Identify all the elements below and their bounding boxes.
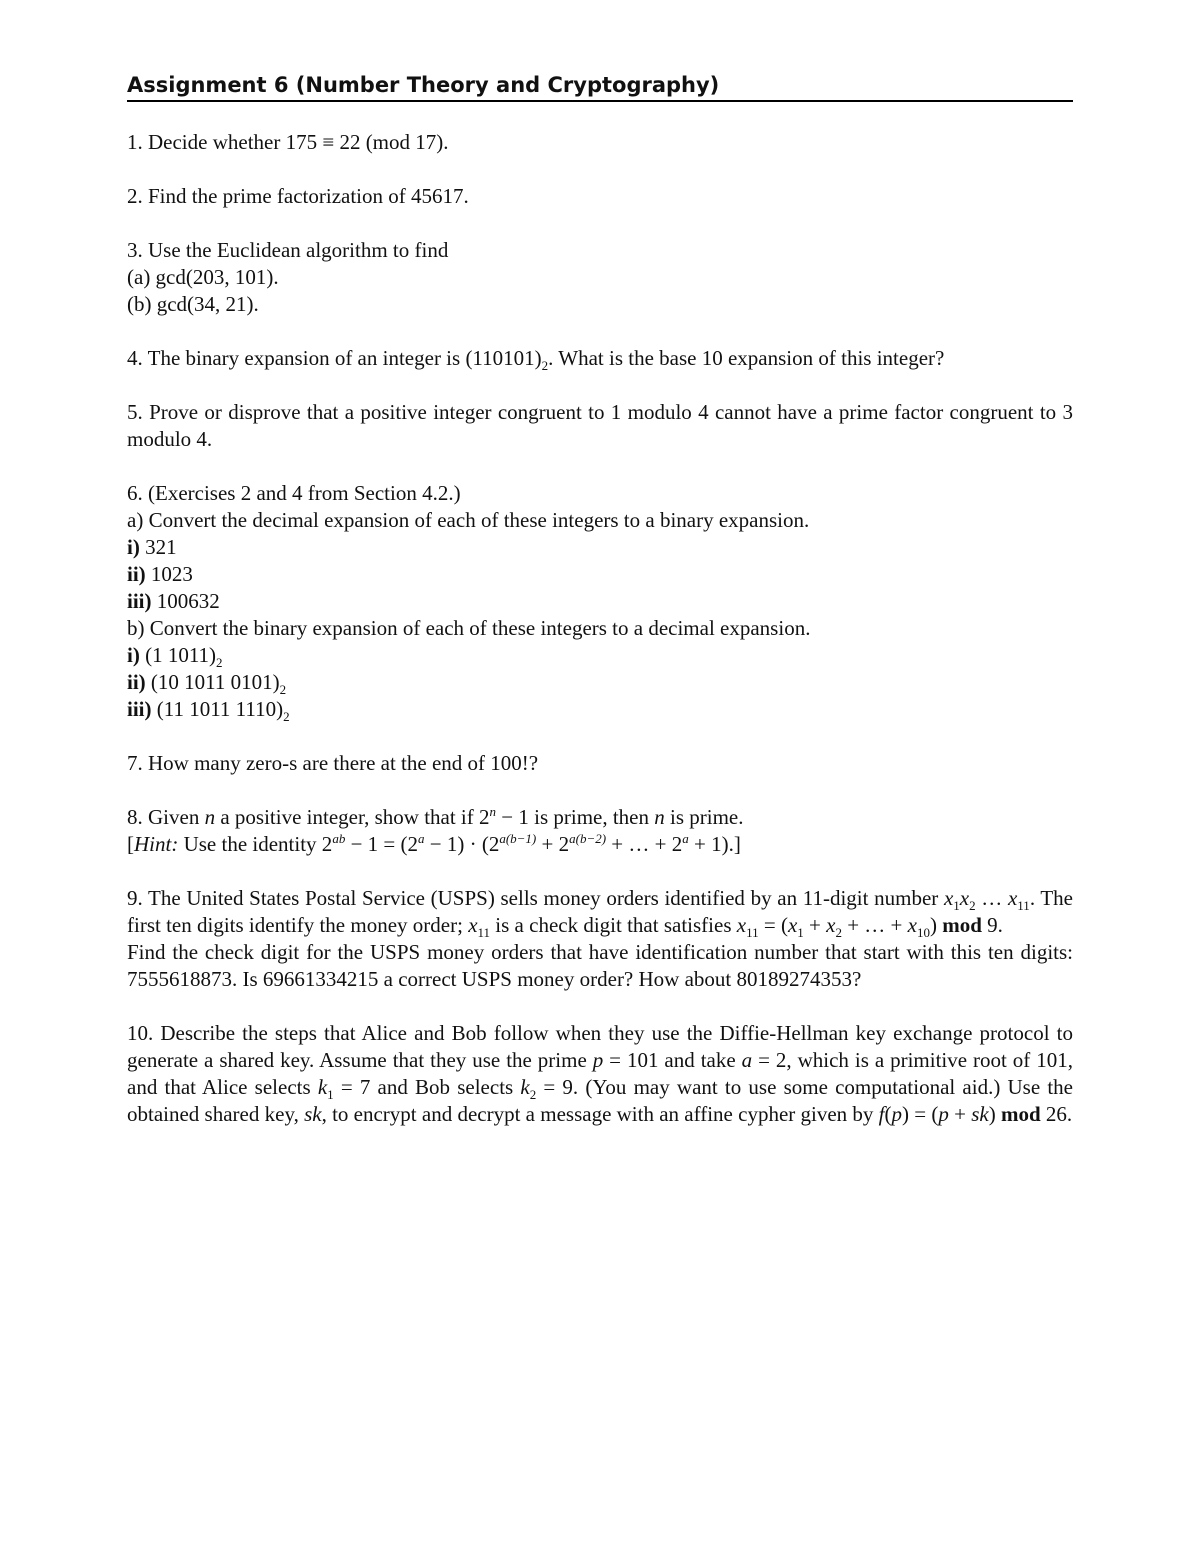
text: = 101 and take bbox=[603, 1048, 742, 1072]
subscript: 11 bbox=[1017, 898, 1030, 914]
question-6-part-a: a) Convert the decimal expansion of each of these integers to a binary expansion. bbox=[127, 508, 810, 532]
question-7: 7. How many zero-s are there at the end of 100!? bbox=[127, 751, 539, 775]
text: 9. The United States Postal Service (USPS) sells money orders identified by an 11-digit number bbox=[127, 886, 944, 910]
variable-p: p bbox=[891, 1102, 903, 1126]
question-6-b-item bbox=[127, 669, 1073, 696]
text: ) bbox=[929, 913, 943, 937]
question-6-b-item bbox=[127, 696, 1073, 723]
page-title: Assignment 6 (Number Theory and Cryptography) bbox=[127, 70, 1073, 102]
variable-a: a bbox=[741, 1048, 753, 1072]
question-6-a-item bbox=[127, 534, 1073, 561]
text: + 2 bbox=[536, 832, 570, 856]
text: … bbox=[975, 886, 1008, 910]
item-value: (10 1011 0101) bbox=[150, 670, 280, 694]
subscript: 2 bbox=[969, 898, 976, 914]
text: is a check digit that satisfies bbox=[490, 913, 737, 937]
variable-x: x bbox=[826, 913, 836, 937]
text: , to encrypt and decrypt a message with an affine cypher given by bbox=[321, 1102, 879, 1126]
mod-operator: mod bbox=[1000, 1102, 1041, 1126]
item-value: 100632 bbox=[156, 589, 220, 613]
superscript: ab bbox=[332, 831, 346, 846]
subscript: 2 bbox=[279, 682, 287, 698]
item-label: iii) bbox=[127, 589, 152, 613]
subscript: 2 bbox=[835, 925, 842, 941]
question-4-text-end: . What is the base 10 expansion of this integer? bbox=[548, 346, 945, 370]
question-6-a-item bbox=[127, 561, 1073, 588]
text: a positive integer, show that if 2 bbox=[215, 805, 490, 829]
variable-x: x bbox=[907, 913, 917, 937]
text: = 7 and Bob selects bbox=[333, 1075, 521, 1099]
variable-f: f bbox=[878, 1102, 885, 1126]
subscript: 1 bbox=[797, 925, 804, 941]
superscript: a(b−1) bbox=[499, 831, 537, 846]
text: − 1 is prime, then bbox=[496, 805, 655, 829]
question-4 bbox=[127, 345, 1073, 372]
text: ) bbox=[988, 1102, 1001, 1126]
text: = ( bbox=[758, 913, 788, 937]
subscript: 2 bbox=[529, 1087, 537, 1103]
question-8 bbox=[127, 804, 1073, 858]
question-4-text: 4. The binary expansion of an integer is (110101) bbox=[127, 346, 542, 370]
text: Use the identity 2 bbox=[178, 832, 333, 856]
item-value: 1023 bbox=[150, 562, 193, 586]
superscript-n: n bbox=[489, 804, 497, 819]
document-page bbox=[127, 70, 1073, 1155]
text: + … + 2 bbox=[606, 832, 683, 856]
subscript: 1 bbox=[953, 898, 960, 914]
superscript: a(b−2) bbox=[569, 831, 607, 846]
text: ) = ( bbox=[902, 1102, 939, 1126]
item-label: i) bbox=[127, 535, 140, 559]
text: + bbox=[948, 1102, 972, 1126]
variable-k: k bbox=[520, 1075, 530, 1099]
text: 26. bbox=[1040, 1102, 1073, 1126]
question-8-hint bbox=[127, 831, 1073, 858]
question-3-intro: 3. Use the Euclidean algorithm to find bbox=[127, 238, 449, 262]
question-6-intro: 6. (Exercises 2 and 4 from Section 4.2.) bbox=[127, 481, 461, 505]
question-6-a-item bbox=[127, 588, 1073, 615]
item-label: ii) bbox=[127, 562, 146, 586]
question-9-statement bbox=[127, 885, 1073, 939]
text: 8. Given bbox=[127, 805, 205, 829]
variable-p: p bbox=[592, 1048, 604, 1072]
hint-label: Hint: bbox=[134, 832, 179, 856]
text: = 2, which is a primitive root of 101, and that Alice selects bbox=[127, 1048, 1073, 1099]
question-3-part-b: (b) gcd(34, 21). bbox=[127, 292, 259, 316]
variable-x: x bbox=[959, 886, 970, 910]
text: + … + bbox=[841, 913, 908, 937]
text: . The first ten digits identify the money order; bbox=[127, 886, 1073, 937]
variable-x: x bbox=[787, 913, 798, 937]
question-6-part-b: b) Convert the binary expansion of each of these integers to a decimal expansion. bbox=[127, 616, 811, 640]
text: 9. bbox=[981, 913, 1003, 937]
question-6-b-item bbox=[127, 642, 1073, 669]
item-value: (1 1011) bbox=[145, 643, 217, 667]
superscript: a bbox=[682, 831, 689, 846]
question-2: 2. Find the prime factorization of 45617. bbox=[127, 184, 469, 208]
variable-sk: sk bbox=[304, 1102, 322, 1126]
variable-sk: sk bbox=[971, 1102, 989, 1126]
text: + bbox=[803, 913, 827, 937]
variable-x: x bbox=[943, 886, 954, 910]
text: 10. Describe the steps that Alice and Bob follow when they use the Diffie-Hellman key exchange protocol to generate a shared key. Assume that they use the prime bbox=[127, 1021, 1073, 1072]
superscript: a bbox=[418, 831, 425, 846]
mod-operator: mod bbox=[942, 913, 982, 937]
item-label: iii) bbox=[127, 697, 152, 721]
text: − 1) · (2 bbox=[424, 832, 500, 856]
variable-k: k bbox=[317, 1075, 328, 1099]
question-3 bbox=[127, 237, 1073, 318]
subscript: 1 bbox=[327, 1087, 334, 1103]
item-label: i) bbox=[127, 643, 140, 667]
item-value: (11 1011 1110) bbox=[156, 697, 284, 721]
subscript: 10 bbox=[916, 925, 930, 941]
item-label: ii) bbox=[127, 670, 146, 694]
variable-x: x bbox=[1007, 886, 1018, 910]
question-3-part-a: (a) gcd(203, 101). bbox=[127, 265, 279, 289]
variable-x: x bbox=[736, 913, 747, 937]
variable-n: n bbox=[204, 805, 216, 829]
question-10 bbox=[127, 1020, 1073, 1128]
text: is prime. bbox=[664, 805, 744, 829]
question-9 bbox=[127, 885, 1073, 993]
question-6 bbox=[127, 480, 1073, 723]
variable-n: n bbox=[654, 805, 665, 829]
question-5: 5. Prove or disprove that a positive integer congruent to 1 modulo 4 cannot have a prime factor congruent to 3 modulo 4. bbox=[127, 400, 1073, 451]
subscript: 2 bbox=[216, 655, 223, 671]
question-9-task: Find the check digit for the USPS money orders that have identification number that start with this ten digits: 7555618873. Is 69661334215 a correct USPS money order? How about 80189274353? bbox=[127, 940, 1073, 991]
text: + 1).] bbox=[688, 832, 741, 856]
question-8-statement bbox=[127, 804, 1073, 831]
question-1: 1. Decide whether 175 ≡ 22 (mod 17). bbox=[127, 130, 449, 154]
variable-p: p bbox=[938, 1102, 949, 1126]
variable-x: x bbox=[468, 913, 478, 937]
text: − 1 = (2 bbox=[345, 832, 418, 856]
subscript: 11 bbox=[746, 925, 759, 941]
subscript: 11 bbox=[477, 925, 491, 941]
subscript: 2 bbox=[283, 709, 290, 725]
item-value: 321 bbox=[145, 535, 177, 559]
text: ( bbox=[884, 1102, 892, 1126]
subscript: 2 bbox=[541, 358, 549, 374]
text: = 9. (You may want to use some computational aid.) Use the obtained shared key, bbox=[127, 1075, 1073, 1126]
text: [ bbox=[127, 832, 134, 856]
